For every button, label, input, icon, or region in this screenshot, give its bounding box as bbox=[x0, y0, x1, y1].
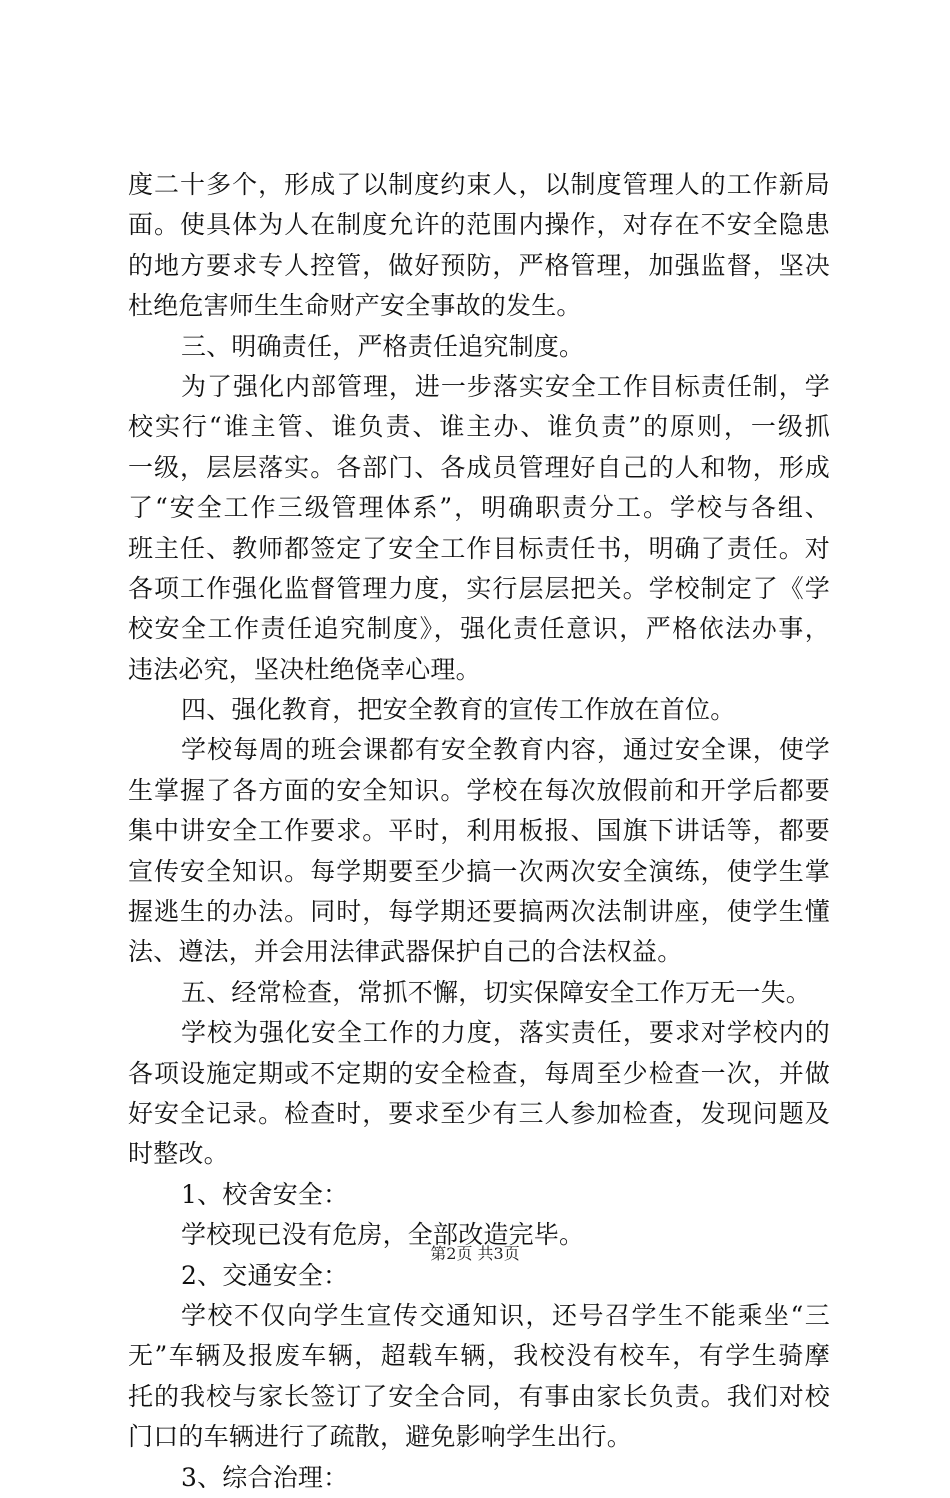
text-line: 学校每周的班会课都有安全教育内容，通过安全课，使学 bbox=[181, 735, 830, 765]
text-line: 度二十多个，形成了以制度约束人，以制度管理人的工作新局 bbox=[128, 170, 830, 199]
text-line: 门口的车辆进行了疏散，避免影响学生出行。 bbox=[128, 1422, 633, 1452]
text-line: 三、明确责任，严格责任追究制度。 bbox=[181, 331, 585, 361]
text-line: 学校现已没有危房，全部改造完毕。 bbox=[181, 1220, 585, 1250]
text-line: 各项工作强化监督管理力度，实行层层把关。学校制定了《学 bbox=[128, 573, 830, 603]
text-line: 2、交通安全： bbox=[181, 1260, 349, 1290]
text-line: 为了强化内部管理，进一步落实安全工作目标责任制，学 bbox=[181, 371, 830, 401]
text-line: 学校不仅向学生宣传交通知识，还号召学生不能乘坐“三 bbox=[181, 1300, 830, 1330]
text-line: 五、经常检查，常抓不懈，切实保障安全工作万无一失。 bbox=[181, 977, 812, 1007]
text-line: 校实行“谁主管、谁负责、谁主办、谁负责”的原则，一级抓 bbox=[128, 412, 830, 442]
text-line: 学校为强化安全工作的力度，落实责任，要求对学校内的 bbox=[181, 1018, 830, 1048]
text-line: 的地方要求专人控管，做好预防，严格管理，加强监督，坚决 bbox=[128, 250, 830, 280]
text-line: 各项设施定期或不定期的安全检查，每周至少检查一次，并做 bbox=[128, 1058, 830, 1088]
text-line: 班主任、教师都签定了安全工作目标责任书，明确了责任。对 bbox=[128, 533, 830, 563]
text-line: 校安全工作责任追究制度》，强化责任意识，严格依法办事， bbox=[128, 614, 830, 644]
text-line: 3、综合治理： bbox=[181, 1462, 349, 1492]
text-line: 集中讲安全工作要求。平时，利用板报、国旗下讲话等，都要 bbox=[128, 816, 830, 846]
text-line: 握逃生的办法。同时，每学期还要搞两次法制讲座，使学生懂 bbox=[128, 897, 830, 927]
page-footer bbox=[0, 1244, 950, 1264]
text-line: 一级，层层落实。各部门、各成员管理好自己的人和物，形成 bbox=[128, 452, 830, 482]
text-line: 1、校舍安全： bbox=[181, 1179, 349, 1209]
text-line: 无”车辆及报废车辆，超载车辆，我校没有校车，有学生骑摩 bbox=[128, 1341, 830, 1371]
text-line: 法、遵法，并会用法律武器保护自己的合法权益。 bbox=[128, 937, 683, 967]
text-line: 四、强化教育，把安全教育的宣传工作放在首位。 bbox=[181, 695, 736, 725]
text-line: 了“安全工作三级管理体系”，明确职责分工。学校与各组、 bbox=[128, 493, 830, 523]
text-line: 杜绝危害师生生命财产安全事故的发生。 bbox=[128, 291, 582, 321]
text-line: 面。使具体为人在制度允许的范围内操作，对存在不安全隐患 bbox=[128, 210, 830, 240]
text-line: 好安全记录。检查时，要求至少有三人参加检查，发现问题及 bbox=[128, 1098, 830, 1128]
document-body bbox=[128, 165, 830, 1498]
text-line: 生掌握了各方面的安全知识。学校在每次放假前和开学后都要 bbox=[128, 775, 830, 805]
page-number-label: 第2页 共3页 bbox=[430, 1244, 520, 1263]
text-line: 违法必究，坚决杜绝侥幸心理。 bbox=[128, 654, 481, 684]
text-line: 时整改。 bbox=[128, 1139, 229, 1169]
text-line: 宣传安全知识。每学期要至少搞一次两次安全演练，使学生掌 bbox=[128, 856, 830, 886]
text-line: 托的我校与家长签订了安全合同，有事由家长负责。我们对校 bbox=[128, 1381, 830, 1411]
